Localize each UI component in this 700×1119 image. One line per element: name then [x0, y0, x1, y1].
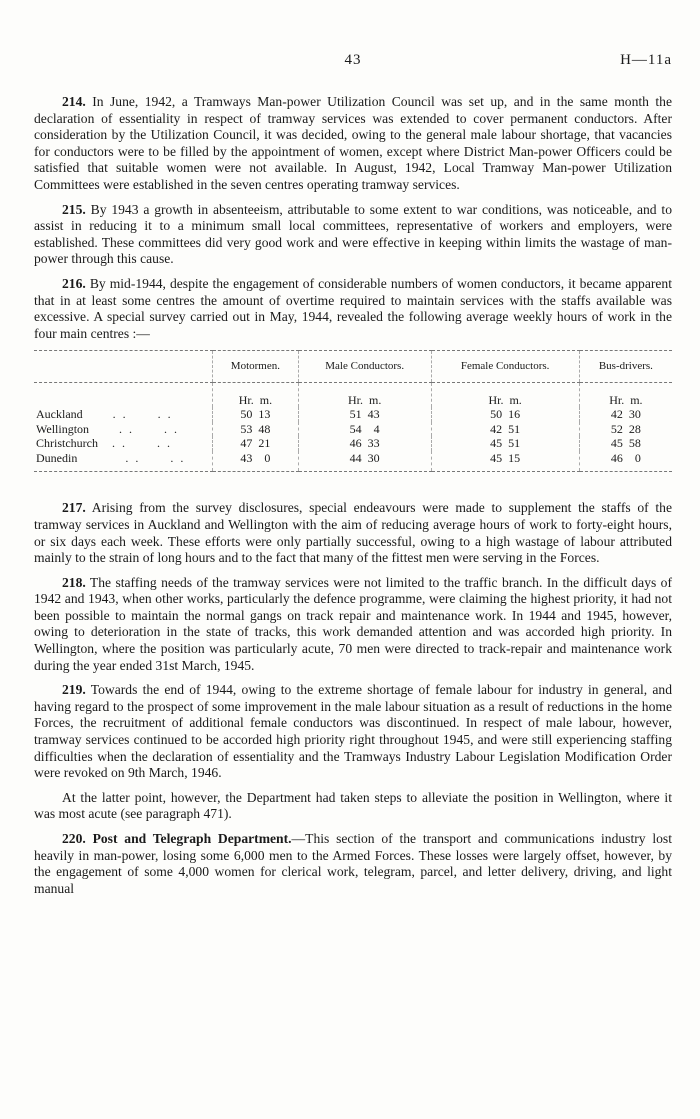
- cell-value: 45 58: [579, 436, 672, 451]
- paragraph-text: The staffing needs of the tramway services were not limited to the traffic branch. In the difficult days of 1942 and 1943, when other works, particularly the defence programme, were claiming the highest priority, it had not been possible to maintain the normal gangs on track repair and maintenance work. In 1944 and 1945, however, owing to deterioration in the state of tracks, this work demanded attention and was accorded high priority. In Wellington, where the position was particularly acute, 70 men were directed to track-repair and maintenance work during the year ended 31st March, 1945.: [34, 574, 672, 673]
- page-number: 43: [344, 52, 362, 68]
- cell-value: 42 30: [579, 407, 672, 422]
- cell-value: 53 48: [213, 422, 299, 437]
- cell-value: 50 13: [213, 407, 299, 422]
- paragraph-216: [34, 276, 672, 342]
- units-label: Hr. m.: [298, 382, 431, 407]
- city-name: Christchurch: [36, 436, 98, 451]
- paragraph-215: [34, 202, 672, 268]
- cell-value: 45 51: [431, 436, 579, 451]
- paragraph-text: Towards the end of 1944, owing to the extreme shortage of female labour for industry in general, and having regard to the prospect of some improvement in the male labour situation as a result of reductions in the home Forces, the recruitment of additional female conductors was discontinued. In respect of male labour, however, tramway services continued to be accorded high priority right throughout 1945, and were still experiencing staffing difficulties when the declaration of essentiality and the Tramways Industry Labour Legislation Modification Order were revoked on 9th March, 1946.: [34, 682, 672, 781]
- paragraph-number: 216.: [62, 275, 86, 291]
- paragraph-214: [34, 94, 672, 194]
- table-row: [34, 451, 672, 472]
- cell-value: 46 33: [298, 436, 431, 451]
- paragraph-number: 220.: [62, 831, 86, 846]
- paragraph-text: By 1943 a growth in absenteeism, attributable to some extent to war conditions, was noticeable, and to assist in reducing it to a minimum small local committees, representative of workers and employers, were established. These committees did very good work and were effective in keeping within limits the wastage of man-power through this cause.: [34, 201, 672, 267]
- leader-dots: . .: [119, 421, 135, 436]
- section-heading: Post and Telegraph Department.: [85, 831, 292, 846]
- units-label: Hr. m.: [431, 382, 579, 407]
- cell-value: 43 0: [213, 451, 299, 472]
- paragraph-number: 219.: [62, 682, 86, 698]
- document-body: [34, 94, 672, 905]
- cell-value: 42 51: [431, 422, 579, 437]
- hours-table: [34, 350, 672, 472]
- leader-dots: . .: [170, 450, 186, 465]
- paragraph-text: By mid-1944, despite the engagement of considerable numbers of women conductors, it became apparent that in at least some centres the amount of overtime required to maintain services with the staffs available was excessive. A special survey carried out in May, 1944, revealed the following average weekly hours of work in the four main centres :—: [34, 275, 672, 341]
- units-label: Hr. m.: [213, 382, 299, 407]
- leader-dots: . .: [157, 436, 172, 451]
- leader-dots: . .: [112, 407, 128, 422]
- cell-value: 44 30: [298, 451, 431, 472]
- paragraph-text: In June, 1942, a Tramways Man-power Utilization Council was set up, and in the same month the declaration of essentiality in respect of tramway services was extended to cover permanent conductors. After consideration by the Utilization Council, it was decided, owing to the general male labour shortage, that vacancies for conductors were to be filled by the appointment of women, except where District Man-power Officers could be satisfied that suitable women were not available. In August, 1942, Local Tramway Man-power Utilization Committees were established in the seven centres operating tramway services.: [34, 94, 672, 192]
- paragraph-217: [34, 500, 672, 566]
- units-label: Hr. m.: [579, 382, 672, 407]
- paragraph-number: 217.: [62, 500, 86, 516]
- city-name: Wellington: [36, 421, 90, 436]
- table-header-blank: [34, 351, 213, 383]
- leader-dots: . .: [157, 407, 173, 422]
- col-male-conductors: Male Conductors.: [298, 351, 431, 383]
- cell-value: 45 15: [431, 451, 579, 472]
- leader-dots: . .: [164, 421, 180, 436]
- paragraph-219-continued: [34, 790, 672, 823]
- page-header: [34, 52, 672, 72]
- paragraph-number: 218.: [62, 574, 86, 590]
- cell-value: 50 16: [431, 407, 579, 422]
- table-row: [34, 407, 672, 422]
- paragraph-text: —This section of the transport and communications industry lost heavily in man-power, losing some 6,000 men to the Armed Forces. These losses were largely offset, however, by the engagement of some 4,000 women for clerical work, telegram, parcel, and letter delivery, driving, and light manual: [34, 831, 672, 896]
- city-name: Dunedin: [36, 450, 78, 465]
- cell-value: 51 43: [298, 407, 431, 422]
- cell-value: 52 28: [579, 422, 672, 437]
- leader-dots: . .: [125, 450, 141, 465]
- paragraph-220: [34, 831, 672, 897]
- col-motormen: Motormen.: [213, 351, 299, 383]
- leader-dots: . .: [112, 436, 127, 451]
- paragraph-text: At the latter point, however, the Department had taken steps to alleviate the position in Wellington, where it was most acute (see paragraph 471).: [34, 789, 672, 822]
- table-header-row: [34, 351, 672, 383]
- table-units-row: [34, 382, 672, 407]
- paragraph-218: [34, 575, 672, 675]
- city-name: Auckland: [36, 407, 83, 422]
- cell-value: 54 4: [298, 422, 431, 437]
- table-row: [34, 422, 672, 437]
- cell-value: 46 0: [579, 451, 672, 472]
- document-code: H—11a: [620, 52, 672, 68]
- paragraph-219: [34, 682, 672, 782]
- paragraph-text: Arising from the survey disclosures, special endeavours were made to supplement the staffs of the tramway services in Auckland and Wellington with the aim of reducing average hours of work to forty-eight hours, or six days each week. These efforts were only partially successful, owing to a high wastage of labour attributed mainly to the strain of long hours and to the fact that many of the fittest men were serving in the Forces.: [34, 500, 672, 566]
- paragraph-number: 214.: [62, 94, 86, 109]
- paragraph-number: 215.: [62, 201, 86, 217]
- cell-value: 47 21: [213, 436, 299, 451]
- col-female-conductors: Female Conductors.: [431, 351, 579, 383]
- table-row: [34, 436, 672, 451]
- col-bus-drivers: Bus-drivers.: [579, 351, 672, 383]
